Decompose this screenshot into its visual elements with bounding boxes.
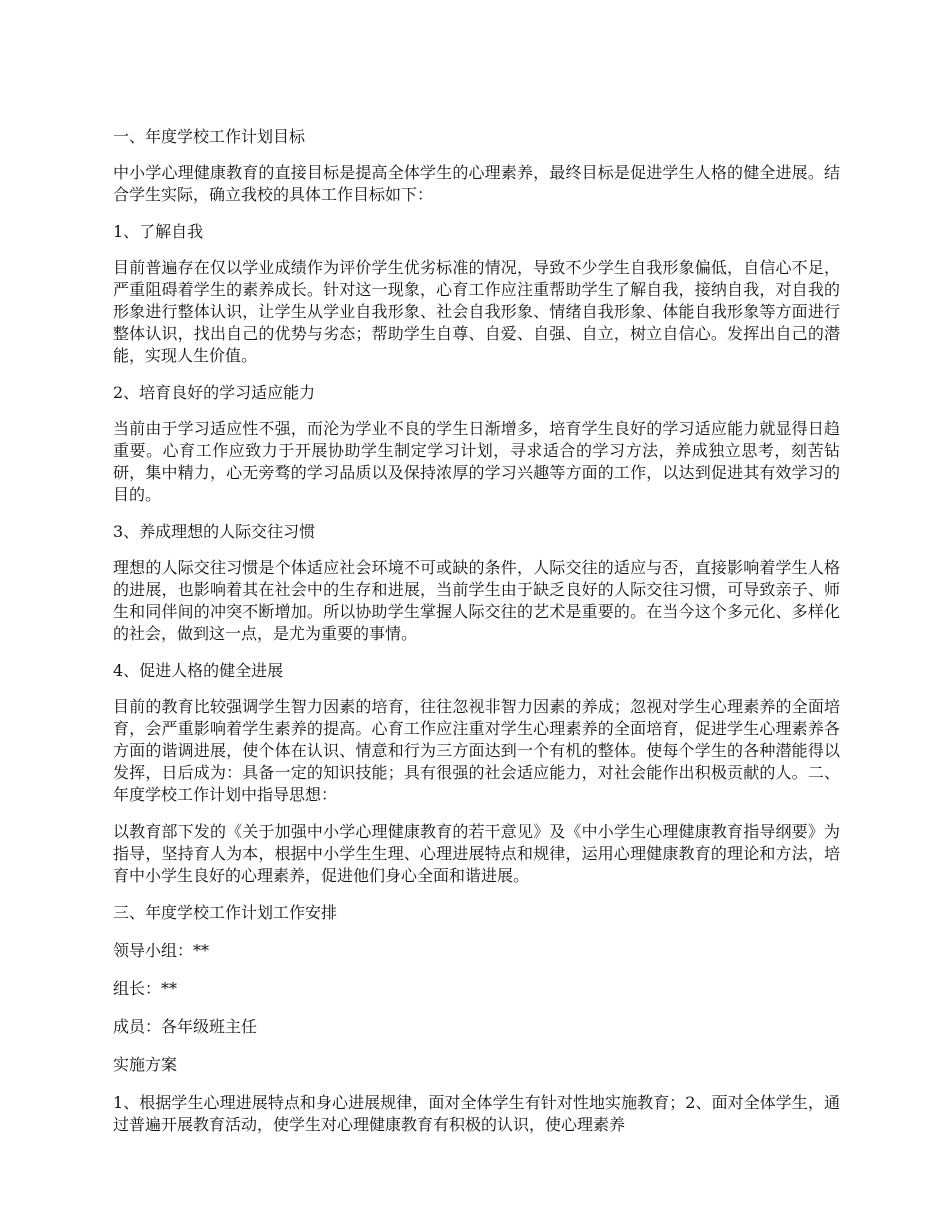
item2-paragraph: 当前由于学习适应性不强，而沦为学业不良的学生日渐增多，培育学生良好的学习适应能力就显得日趋重要。心育工作应致力于开展协助学生制定学习计划，寻求适合的学习方法，养成独立思考，刻苦钻研，集中精力，心无旁骛的学习品质以及保持浓厚的学习兴趣等方面的工作，以达到促进其有效学习的目的。	[113, 419, 840, 504]
item1-heading: 1、了解自我	[113, 222, 204, 241]
document-body	[113, 126, 840, 1151]
guide-paragraph: 以教育部下发的《关于加强中小学心理健康教育的若干意见》及《中小学生心理健康教育指导纲要》为指导，坚持育人为本，根据中小学生生理、心理进展特点和规律，运用心理健康教育的理论和方法，培育中小学生良好的心理素养，促进他们身心全面和谐进展。	[113, 822, 840, 885]
item4-heading: 4、促进人格的健全进展	[113, 661, 284, 680]
item4-paragraph: 目前的教育比较强调学生智力因素的培育，往往忽视非智力因素的养成；忽视对学生心理素养的全面培育，会严重影响着学生素养的提高。心育工作应注重对学生心理素养的全面培育，促进学生心理素养各方面的谐调进展，使个体在认识、情意和行为三方面达到一个有机的整体。使每个学生的各种潜能得以发挥，日后成为：具备一定的知识技能；具有很强的社会适应能力，对社会能作出积极贡献的人。二、年度学校工作计划中指导思想：	[113, 697, 840, 804]
leader-group-line: 领导小组：**	[113, 941, 210, 960]
goal-heading: 一、年度学校工作计划目标	[113, 127, 306, 146]
item3-heading: 3、养成理想的人际交往习惯	[113, 522, 316, 541]
item3-paragraph: 理想的人际交往习惯是个体适应社会环境不可或缺的条件，人际交往的适应与否，直接影响着学生人格的进展，也影响着其在社会中的生存和进展，当前学生由于缺乏良好的人际交往习惯，可导致亲子、师生和同伴间的冲突不断增加。所以协助学生掌握人际交往的艺术是重要的。在当今这个多元化、多样化的社会，做到这一点，是尤为重要的事情。	[113, 558, 840, 643]
goal-paragraph: 中小学心理健康教育的直接目标是提高全体学生的心理素养，最终目标是促进学生人格的健全进展。结合学生实际，确立我校的具体工作目标如下：	[113, 163, 840, 204]
group-leader-line: 组长：**	[113, 979, 178, 998]
arrange-heading: 三、年度学校工作计划工作安排	[113, 903, 338, 922]
item1-paragraph: 目前普遍存在仅以学业成绩作为评价学生优劣标准的情况，导致不少学生自我形象偏低，自信心不足，严重阻碍着学生的素养成长。针对这一现象，心育工作应注重帮助学生了解自我，接纳自我，对自我的形象进行整体认识，让学生从学业自我形象、社会自我形象、情绪自我形象、体能自我形象等方面进行整体认识，找出自己的优势与劣态；帮助学生自尊、自爱、自强、自立，树立自信心。发挥出自己的潜能，实现人生价值。	[113, 258, 840, 365]
plan-heading: 实施方案	[113, 1055, 178, 1074]
members-line: 成员：各年级班主任	[113, 1017, 258, 1036]
plan-paragraph: 1、根据学生心理进展特点和身心进展规律，面对全体学生有针对性地实施教育；2、面对全体学生，通过普遍开展教育活动，使学生对心理健康教育有积极的认识，使心理素养	[113, 1093, 840, 1134]
item2-heading: 2、培育良好的学习适应能力	[113, 383, 316, 402]
